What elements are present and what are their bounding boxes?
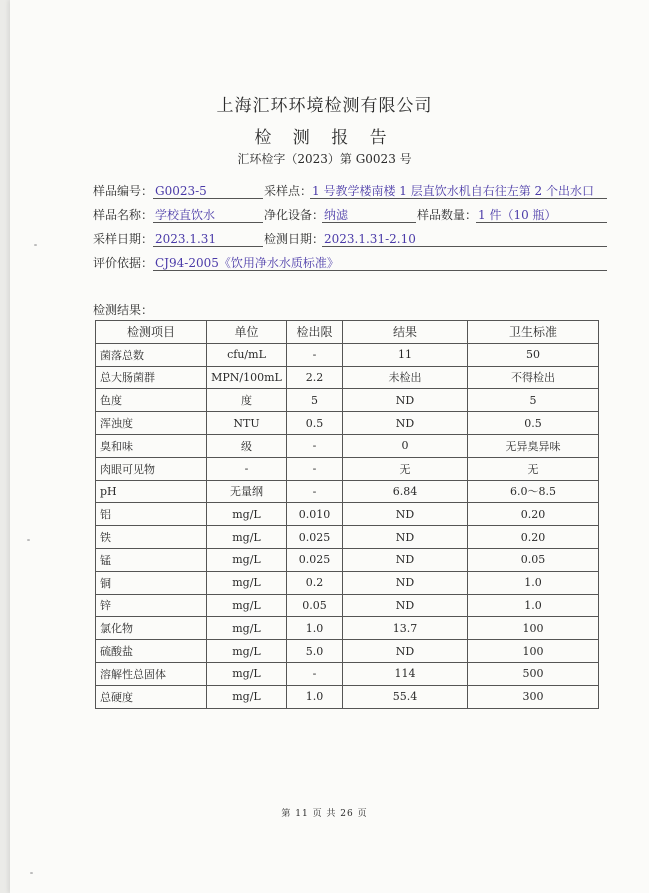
table-header-row [96, 321, 599, 344]
cell-standard: 5 [468, 389, 599, 412]
cell-detection-limit: - [287, 480, 343, 503]
cell-unit: 无量纲 [207, 480, 287, 503]
cell-item: 铜 [96, 571, 207, 594]
sample-no-label: 样品编号： [93, 184, 154, 198]
cell-item: 肉眼可见物 [96, 457, 207, 480]
cell-result: ND [343, 571, 468, 594]
header-standard: 卫生标准 [468, 321, 599, 344]
basis-label: 评价依据： [93, 256, 154, 270]
cell-detection-limit: 5.0 [287, 640, 343, 663]
quantity-label: 样品数量： [417, 208, 478, 222]
cell-unit: mg/L [207, 617, 287, 640]
cell-item: 铁 [96, 526, 207, 549]
table-row [96, 594, 599, 617]
sample-name-value: 学校直饮水 [153, 207, 263, 223]
cell-unit: mg/L [207, 548, 287, 571]
cell-unit: mg/L [207, 571, 287, 594]
cell-result: ND [343, 389, 468, 412]
scan-speck [27, 539, 30, 541]
cell-unit: MPN/100mL [207, 366, 287, 389]
cell-standard: 不得检出 [468, 366, 599, 389]
cell-item: 锌 [96, 594, 207, 617]
cell-standard: 0.20 [468, 526, 599, 549]
purification-value: 纳滤 [322, 207, 416, 223]
sampling-date-label: 采样日期： [93, 232, 154, 246]
table-row [96, 662, 599, 685]
cell-standard: 0.5 [468, 412, 599, 435]
cell-item: 锰 [96, 548, 207, 571]
cell-result: ND [343, 640, 468, 663]
table-row [96, 457, 599, 480]
cell-item: 浑浊度 [96, 412, 207, 435]
cell-unit: 度 [207, 389, 287, 412]
sample-no-value: G0023-5 [153, 183, 263, 199]
cell-detection-limit: - [287, 662, 343, 685]
cell-unit: mg/L [207, 685, 287, 708]
table-row [96, 480, 599, 503]
scan-speck [34, 244, 37, 246]
basis-value: CJ94-2005《饮用净水水质标准》 [153, 255, 607, 271]
table-row [96, 366, 599, 389]
purification-label: 净化设备： [264, 208, 325, 222]
table-row [96, 434, 599, 457]
cell-detection-limit: - [287, 434, 343, 457]
table-row [96, 617, 599, 640]
header-unit: 单位 [207, 321, 287, 344]
cell-result: 0 [343, 434, 468, 457]
table-row [96, 640, 599, 663]
sampling-date-value: 2023.1.31 [153, 231, 263, 247]
cell-standard: 50 [468, 343, 599, 366]
cell-detection-limit: 0.2 [287, 571, 343, 594]
cell-result: ND [343, 503, 468, 526]
cell-unit: 级 [207, 434, 287, 457]
report-number: 汇环检字（2023）第 G0023 号 [237, 152, 412, 166]
cell-detection-limit: 0.5 [287, 412, 343, 435]
cell-detection-limit: 1.0 [287, 617, 343, 640]
header-detection-limit: 检出限 [287, 321, 343, 344]
cell-unit: mg/L [207, 503, 287, 526]
table-row [96, 343, 599, 366]
quantity-value: 1 件（10 瓶） [476, 207, 607, 223]
cell-result: 55.4 [343, 685, 468, 708]
cell-unit: mg/L [207, 594, 287, 617]
cell-standard: 1.0 [468, 594, 599, 617]
table-row [96, 685, 599, 708]
cell-item: pH [96, 480, 207, 503]
cell-item: 总硬度 [96, 685, 207, 708]
cell-result: ND [343, 594, 468, 617]
header-result: 结果 [343, 321, 468, 344]
cell-result: 6.84 [343, 480, 468, 503]
table-row [96, 412, 599, 435]
cell-detection-limit: - [287, 457, 343, 480]
page-number: 第 11 页 共 26 页 [281, 809, 368, 819]
cell-detection-limit: 2.2 [287, 366, 343, 389]
cell-unit: mg/L [207, 526, 287, 549]
cell-detection-limit: - [287, 343, 343, 366]
cell-unit: mg/L [207, 662, 287, 685]
cell-standard: 6.0～8.5 [468, 480, 599, 503]
cell-standard: 无 [468, 457, 599, 480]
results-label: 检测结果： [93, 303, 154, 317]
cell-detection-limit: 1.0 [287, 685, 343, 708]
cell-detection-limit: 0.025 [287, 526, 343, 549]
cell-item: 溶解性总固体 [96, 662, 207, 685]
cell-item: 色度 [96, 389, 207, 412]
cell-standard: 1.0 [468, 571, 599, 594]
sample-name-label: 样品名称： [93, 208, 154, 222]
report-title: 检 测 报 告 [254, 128, 395, 148]
scan-speck [30, 872, 33, 874]
cell-result: 未检出 [343, 366, 468, 389]
cell-unit: - [207, 457, 287, 480]
table-row [96, 571, 599, 594]
cell-item: 菌落总数 [96, 343, 207, 366]
table-row [96, 389, 599, 412]
cell-unit: mg/L [207, 640, 287, 663]
cell-detection-limit: 0.05 [287, 594, 343, 617]
cell-standard: 500 [468, 662, 599, 685]
sampling-point-label: 采样点： [264, 184, 313, 198]
cell-result: ND [343, 548, 468, 571]
cell-item: 铝 [96, 503, 207, 526]
cell-unit: NTU [207, 412, 287, 435]
cell-standard: 300 [468, 685, 599, 708]
cell-standard: 100 [468, 617, 599, 640]
cell-unit: cfu/mL [207, 343, 287, 366]
cell-item: 硫酸盐 [96, 640, 207, 663]
cell-standard: 无异臭异味 [468, 434, 599, 457]
cell-standard: 0.05 [468, 548, 599, 571]
cell-result: ND [343, 526, 468, 549]
header-item: 检测项目 [96, 321, 207, 344]
cell-result: 11 [343, 343, 468, 366]
cell-item: 臭和味 [96, 434, 207, 457]
sampling-point-value: 1 号教学楼南楼 1 层直饮水机自右往左第 2 个出水口 [310, 183, 607, 199]
company-name: 上海汇环环境检测有限公司 [216, 96, 433, 116]
cell-result: 无 [343, 457, 468, 480]
results-table [95, 320, 599, 709]
test-date-value: 2023.1.31-2.10 [322, 231, 607, 247]
cell-result: 114 [343, 662, 468, 685]
cell-standard: 0.20 [468, 503, 599, 526]
table-row [96, 526, 599, 549]
cell-standard: 100 [468, 640, 599, 663]
cell-detection-limit: 5 [287, 389, 343, 412]
cell-item: 氯化物 [96, 617, 207, 640]
table-row [96, 503, 599, 526]
test-date-label: 检测日期： [264, 232, 325, 246]
cell-result: 13.7 [343, 617, 468, 640]
cell-detection-limit: 0.025 [287, 548, 343, 571]
cell-detection-limit: 0.010 [287, 503, 343, 526]
cell-item: 总大肠菌群 [96, 366, 207, 389]
table-row [96, 548, 599, 571]
cell-result: ND [343, 412, 468, 435]
